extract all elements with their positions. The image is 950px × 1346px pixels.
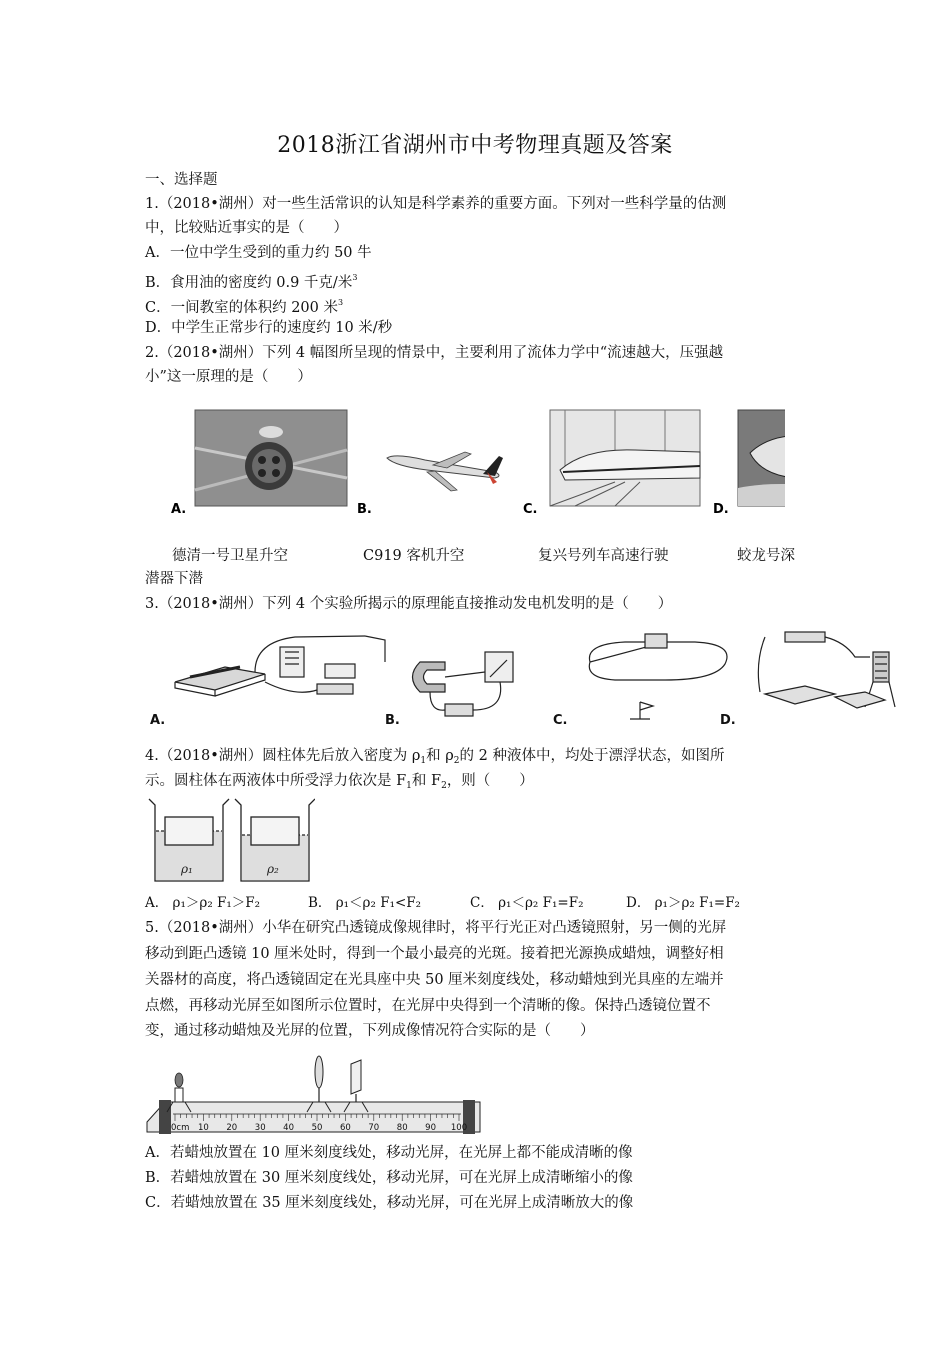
q4-option-c: C． ρ₁＜ρ₂ F₁=F₂ [470,895,584,911]
q5-stem-line1: 5.（2018•湖州）小华在研究凸透镜成像规律时，将平行光正对凸透镜照射，另一侧的光屏 [145,920,727,936]
experiment-b-diagram [413,652,514,716]
q1-stem-line2: 中，比较贴近事实的是（ ） [145,220,348,236]
experiment-c-diagram [589,634,727,719]
satellite-photo [195,410,347,506]
q1-option-a: A．一位中学生受到的重力约 50 牛 [145,245,372,261]
q3-label-d: D. [720,713,736,728]
experiment-a-diagram [175,636,385,696]
q3-label-a: A. [150,713,166,728]
q2-figures [165,408,785,520]
ruler-tick-label: 90 [425,1123,437,1133]
q4-stem-line2: 示。圆柱体在两液体中所受浮力依次是 $F_1$和 $F_2$，则（ ） [145,773,534,791]
q2-label-c: C. [523,502,538,517]
section-heading: 一、选择题 [145,172,218,188]
q3-figures [145,622,905,732]
q1-stem-line1: 1.（2018•湖州）对一些生活常识的认知是科学素养的重要方面。下列对一些科学量的估测 [145,196,727,212]
train-photo [550,410,700,506]
q3-stem-line1: 3.（2018•湖州）下列 4 个实验所揭示的原理能直接推动发电机发明的是（ ） [145,596,673,612]
q3-label-b: B. [385,713,400,728]
q1-option-b: B．食用油的密度约 0.9 千克/米$^3$ [145,273,358,291]
ruler-tick-label: 40 [283,1123,295,1133]
q5-stem-line2: 移动到距凸透镜 10 厘米处时，得到一个最小最亮的光斑。接着把光源换成蜡烛，调整好相 [145,946,724,962]
q4-stem-line1: 4.（2018•湖州）圆柱体先后放入密度为 $\rho_1$和 $\rho_2$的 2 种液体中，均处于漂浮状态，如图所 [145,748,725,766]
q4-option-b: B． ρ₁＜ρ₂ F₁<F₂ [308,895,422,911]
q5-stem-line3: 关器材的高度，将凸透镜固定在光具座中央 50 厘米刻度线处，移动蜡烛到光具座的左端并 [145,972,724,988]
ruler-tick-label: 60 [339,1123,351,1133]
q1-option-c: C．一间教室的体积约 200 米$^3$ [145,298,344,316]
ruler-tick-label: 50 [311,1123,323,1133]
q5-option-b: B．若蜡烛放置在 30 厘米刻度线处，移动光屏，可在光屏上成清晰缩小的像 [145,1170,633,1186]
ruler-tick-label: 10 [197,1123,209,1133]
submersible-photo [738,410,785,506]
q5-option-a: A．若蜡烛放置在 10 厘米刻度线处，移动光屏，在光屏上都不能成清晰的像 [145,1145,633,1161]
q2-label-a: A. [171,502,187,517]
ruler-tick-label: 70 [368,1123,380,1133]
q4-option-d: D． ρ₁＞ρ₂ F₁=F₂ [626,895,740,911]
q2-label-d: D. [713,502,729,517]
airplane-photo [387,452,503,491]
page-title: 2018浙江省湖州市中考物理真题及答案 [277,133,673,158]
experiment-d-diagram [758,632,895,708]
q2-caption-b: C919 客机升空 [363,548,465,564]
rho2-label: ρ₂ [267,862,279,876]
q5-stem-line4: 点燃，再移动光屏至如图所示位置时，在光屏中央得到一个清晰的像。保持凸透镜位置不 [145,998,711,1014]
q5-option-c: C．若蜡烛放置在 35 厘米刻度线处，移动光屏，可在光屏上成清晰放大的像 [145,1195,634,1211]
q1-option-d: D．中学生正常步行的速度约 10 米/秒 [145,320,393,336]
q2-caption-d: 蛟龙号深 [737,548,795,564]
ruler-tick-label: 0cm [171,1123,190,1133]
q2-stem-line1: 2.（2018•湖州）下列 4 幅图所呈现的情景中，主要利用了流体力学中“流速越大，压强越 [145,345,724,361]
q2-stem-line2: 小”这一原理的是（ ） [145,369,312,385]
q4-beakers-figure [145,795,315,887]
q3-label-c: C. [553,713,568,728]
rho1-label: ρ₁ [181,862,193,876]
q4-option-a: A． ρ₁＞ρ₂ F₁＞F₂ [145,895,261,911]
ruler-tick-label: 80 [396,1123,408,1133]
ruler-tick-label: 100 [450,1123,468,1133]
ruler-tick-label: 20 [226,1123,238,1133]
q2-caption-d-cont: 潜器下潜 [145,571,203,587]
ruler-tick-label: 30 [254,1123,266,1133]
q2-label-b: B. [357,502,372,517]
q2-caption-a: 德清一号卫星升空 [172,548,288,564]
q5-stem-line5: 变，通过移动蜡烛及光屏的位置，下列成像情况符合实际的是（ ） [145,1023,595,1039]
q2-caption-c: 复兴号列车高速行驶 [538,548,669,564]
optical-bench-figure [145,1050,485,1136]
